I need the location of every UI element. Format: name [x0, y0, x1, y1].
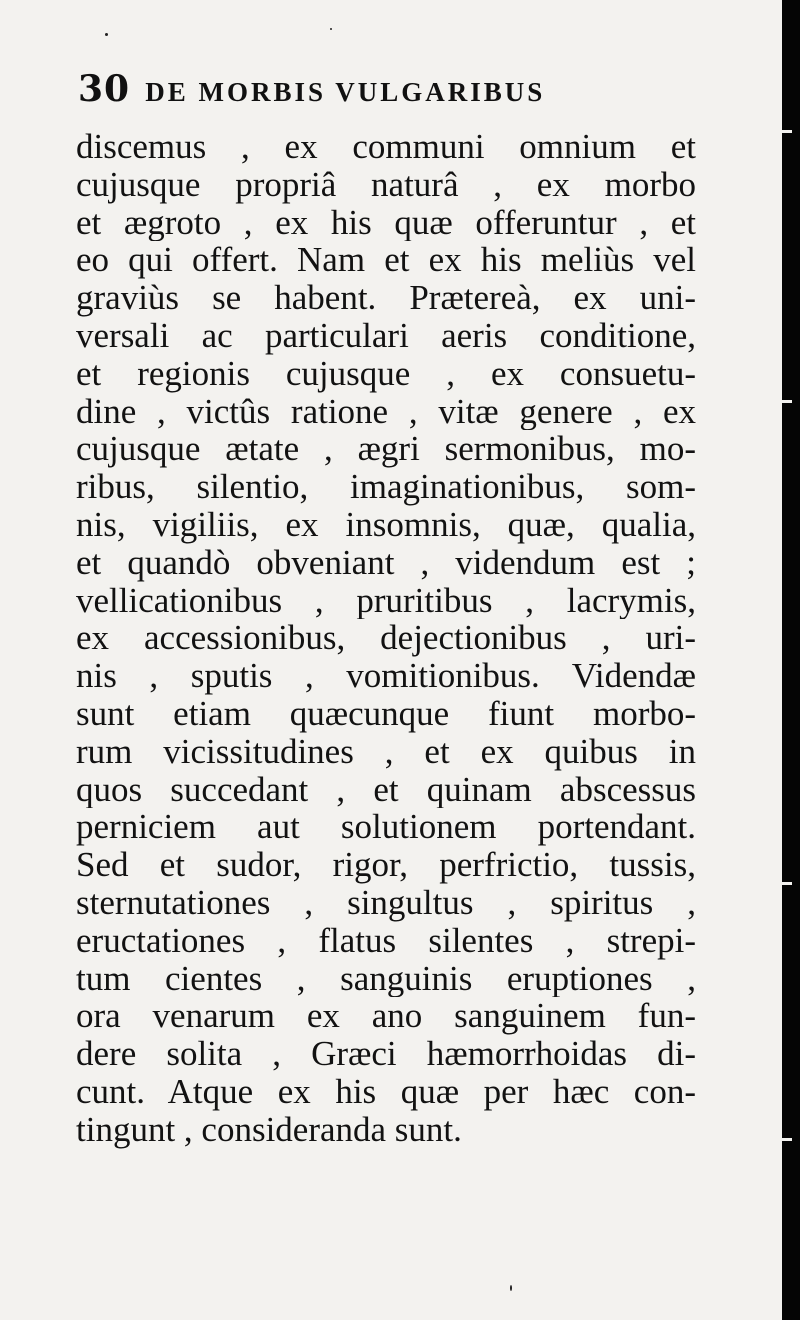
text-line: dine , victûs ratione , vitæ genere , ex	[76, 392, 696, 431]
text-line: et ægroto , ex his quæ offeruntur , et	[76, 203, 696, 242]
text-line: et regionis cujusque , ex consuetu-	[76, 354, 696, 393]
running-title: DE MORBIS VULGARIBUS	[145, 77, 546, 107]
ink-speck	[510, 1285, 512, 1291]
page-number: 30	[78, 68, 131, 110]
body-text	[76, 128, 696, 1149]
text-line: ora venarum ex ano sanguinem fun-	[76, 997, 696, 1036]
text-line: cujusque propriâ naturâ , ex morbo	[76, 165, 696, 204]
text-line: nis , sputis , vomitionibus. Videndæ	[76, 657, 696, 695]
text-line: graviùs se habent. Prætereà, ex uni-	[76, 279, 696, 317]
text-line: et quandò obveniant , videndum est ;	[76, 543, 696, 582]
text-line: Sed et sudor, rigor, perfrictio, tussis,	[76, 846, 696, 884]
text-line: nis, vigiliis, ex insomnis, quæ, qualia,	[76, 505, 696, 544]
text-line: rum vicissitudines , et ex quibus in	[76, 732, 696, 771]
text-line: vellicationibus , pruritibus , lacrymis,	[76, 581, 696, 620]
text-line: ribus, silentio, imaginationibus, som-	[76, 468, 696, 506]
text-line: eo qui offert. Nam et ex his meliùs vel	[76, 241, 696, 280]
ink-speck	[330, 28, 332, 30]
text-line: tum cientes , sanguinis eruptiones ,	[76, 959, 696, 998]
text-line: cujusque ætate , ægri sermonibus, mo-	[76, 430, 696, 469]
page-header	[78, 68, 698, 112]
text-line: sternutationes , singultus , spiritus ,	[76, 883, 696, 922]
text-line: dere solita , Græci hæmorrhoidas di-	[76, 1035, 696, 1073]
text-line: perniciem aut solutionem portendant.	[76, 808, 696, 847]
text-line: tingunt , consideranda sunt.	[76, 1110, 462, 1149]
text-line: quos succedant , et quinam abscessus	[76, 770, 696, 809]
page-edge-shadow	[782, 0, 800, 1320]
text-line: ex accessionibus, dejectionibus , uri-	[76, 619, 696, 658]
ink-speck	[105, 33, 108, 36]
text-line: discemus , ex communi omnium et	[76, 128, 696, 166]
text-line: versali ac particulari aeris conditione,	[76, 316, 696, 355]
text-line: eructationes , flatus silentes , strepi-	[76, 921, 696, 960]
text-line: sunt etiam quæcunque fiunt morbo-	[76, 694, 696, 733]
text-line: cunt. Atque ex his quæ per hæc con-	[76, 1072, 696, 1111]
